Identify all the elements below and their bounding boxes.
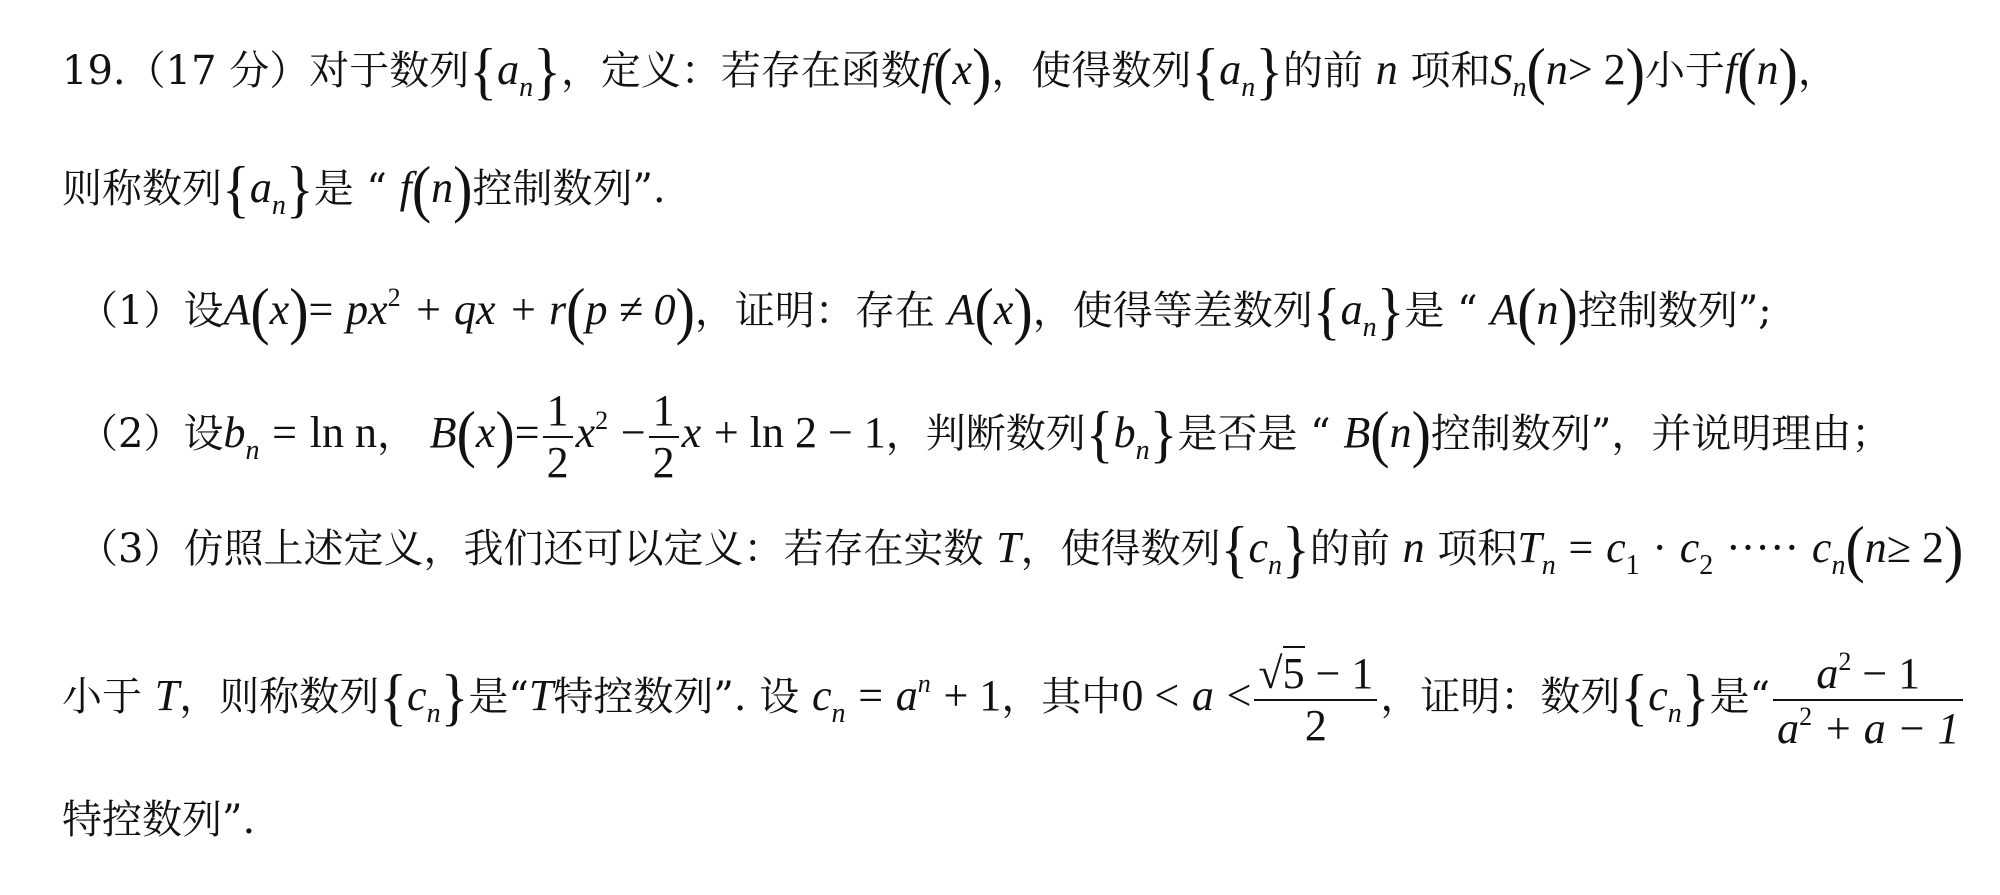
math-brace: } xyxy=(1149,397,1178,470)
math-expr: 0 < xyxy=(1121,671,1180,721)
math-var: b xyxy=(1113,408,1136,458)
math-expr: − 1 xyxy=(1862,649,1921,698)
text-segment: ， xyxy=(1797,48,1838,94)
math-paren: ) xyxy=(1558,274,1578,347)
math-var: a xyxy=(895,671,918,721)
math-brace: { xyxy=(222,152,250,225)
math-paren: ) xyxy=(972,34,992,107)
math-var: n xyxy=(1375,45,1398,94)
math-var: c xyxy=(1606,523,1626,572)
text-segment: ，判断数列 xyxy=(885,411,1086,458)
part-label: （3）仿照上述定义，我们还可以定义：若存在实数 xyxy=(78,526,984,572)
text-segment: 是 “ xyxy=(1404,288,1478,334)
math-paren: ( xyxy=(456,397,476,470)
part-label: （2）设 xyxy=(78,411,224,458)
sqrt-radicand: 5 xyxy=(1283,646,1305,698)
fraction-half xyxy=(543,388,573,486)
part-1-line xyxy=(78,274,1772,347)
math-var: b xyxy=(223,408,246,458)
math-op: = xyxy=(858,671,884,721)
math-brace: { xyxy=(1220,512,1249,585)
math-subscript: n xyxy=(519,72,534,103)
problem-score: （17 分） xyxy=(125,48,310,94)
text-segment: 是“ xyxy=(1709,674,1771,721)
math-var: c xyxy=(811,671,832,721)
sqrt-sign: √ xyxy=(1258,649,1283,698)
math-brace: } xyxy=(440,660,469,733)
text-segment: ，证明：数列 xyxy=(1380,674,1621,721)
text-segment: 小于 xyxy=(1644,48,1725,94)
text-segment: 是否是 “ xyxy=(1177,411,1331,458)
math-var: n xyxy=(1536,285,1559,334)
text-segment: 项和 xyxy=(1410,48,1491,94)
math-superscript: 2 xyxy=(1799,702,1813,732)
math-paren: ) xyxy=(1943,512,1964,585)
text-segment: 是“ xyxy=(468,674,529,721)
text-segment: ，则称数列 xyxy=(179,674,380,721)
math-superscript: 2 xyxy=(595,406,609,436)
math-op: < xyxy=(1226,671,1252,721)
text-segment: 小于 xyxy=(62,674,142,721)
text-segment: 的前 xyxy=(1283,48,1364,94)
math-var: A xyxy=(947,285,975,334)
math-subscript: n xyxy=(1541,550,1556,581)
math-paren: ( xyxy=(411,152,432,225)
fraction-denominator: 2 xyxy=(1304,701,1327,751)
text-segment: 对于数列 xyxy=(309,48,470,94)
math-expr: + 1 xyxy=(943,671,1002,721)
math-var: T xyxy=(1517,523,1542,572)
text-segment: 特控数列”. xyxy=(62,797,256,843)
math-brace: } xyxy=(285,152,314,225)
math-subscript: n xyxy=(245,435,260,467)
math-brace: { xyxy=(469,34,498,107)
math-subscript: n xyxy=(1512,72,1527,103)
fraction-numerator: 1 xyxy=(546,386,569,435)
math-var: n xyxy=(1389,408,1412,458)
math-var: A xyxy=(223,285,251,334)
problem-number: 19. xyxy=(62,48,126,94)
math-expr: > 2 xyxy=(1567,45,1626,94)
math-subscript: n xyxy=(1667,698,1682,730)
math-var: x xyxy=(269,285,290,334)
math-var: a xyxy=(497,45,520,94)
math-var: B xyxy=(1343,408,1371,458)
math-brace: { xyxy=(1085,397,1114,470)
math-var: x xyxy=(575,408,596,458)
text-segment: 特控数列”. 设 xyxy=(553,674,800,721)
text-segment: ，使得等差数列 xyxy=(1032,288,1313,334)
text-segment: 控制数列”，并说明理由； xyxy=(1430,411,1892,458)
math-var: c xyxy=(1811,523,1832,572)
math-subscript: n xyxy=(1135,435,1150,467)
math-subscript: n xyxy=(1241,72,1256,103)
math-op: = xyxy=(514,408,540,458)
math-var: c xyxy=(407,671,427,721)
math-brace: } xyxy=(1376,274,1405,347)
math-var: x xyxy=(993,285,1014,334)
math-paren: ( xyxy=(566,274,586,347)
math-paren: ) xyxy=(675,274,695,347)
part-3-line-1 xyxy=(78,512,1964,585)
math-superscript: 2 xyxy=(387,283,401,312)
part-label: （1）设 xyxy=(78,288,224,334)
math-paren: ( xyxy=(1845,512,1865,585)
math-expr: p ≠ 0 xyxy=(585,285,676,334)
math-var: n xyxy=(1864,523,1887,572)
text-segment: ，其中 xyxy=(1001,674,1122,721)
text-segment: 控制数列”. xyxy=(472,166,666,212)
math-paren: ) xyxy=(289,274,309,347)
text-segment: 项积 xyxy=(1437,526,1518,572)
math-op: ····· xyxy=(1725,523,1800,572)
math-var: a xyxy=(1777,704,1800,754)
math-subscript: 1 xyxy=(1625,550,1640,581)
math-op: − xyxy=(620,408,646,458)
math-brace: } xyxy=(533,34,561,107)
math-subscript: 2 xyxy=(1699,550,1714,581)
math-var: c xyxy=(1248,523,1269,572)
math-brace: } xyxy=(1681,660,1710,733)
math-brace: { xyxy=(379,660,408,733)
problem-line-2 xyxy=(62,152,666,225)
math-superscript: n xyxy=(917,669,931,699)
fraction-numerator xyxy=(1812,648,1924,697)
math-paren: ( xyxy=(1517,274,1537,347)
math-paren: ( xyxy=(974,274,994,347)
part-3-line-2 xyxy=(62,648,1966,752)
text-segment: 是 “ xyxy=(313,166,387,212)
math-paren: ) xyxy=(453,152,473,225)
text-segment: ， xyxy=(376,411,417,458)
math-op: · xyxy=(1652,523,1667,572)
math-expr: − 1 xyxy=(1315,649,1374,698)
math-var: a xyxy=(1219,45,1242,94)
math-brace: } xyxy=(1282,512,1310,585)
math-var: c xyxy=(1679,523,1700,572)
math-var: f xyxy=(920,45,934,94)
math-brace: } xyxy=(1255,34,1284,107)
math-var: a xyxy=(1340,285,1363,334)
fraction-denominator: 2 xyxy=(652,438,675,488)
math-var: n xyxy=(1545,45,1568,94)
fraction-half xyxy=(649,388,679,486)
math-var: c xyxy=(1648,671,1668,721)
math-subscript: n xyxy=(831,698,846,730)
math-subscript: n xyxy=(271,190,286,221)
text-segment: 则称数列 xyxy=(62,166,222,212)
fraction-bar xyxy=(1773,699,1963,701)
text-segment: 的前 xyxy=(1309,526,1390,572)
math-var: a xyxy=(249,163,272,212)
math-var: a xyxy=(1191,671,1214,721)
text-segment: 控制数列”; xyxy=(1577,288,1772,334)
math-expr: + qx xyxy=(413,285,496,334)
math-var: A xyxy=(1490,285,1518,334)
text-segment: ，定义：若存在函数 xyxy=(560,48,921,94)
math-expr: + ln 2 − 1 xyxy=(713,408,886,458)
part-3-line-3 xyxy=(62,797,256,843)
math-op: = xyxy=(272,408,297,458)
math-var: x xyxy=(475,408,496,458)
text-segment: ，使得数列 xyxy=(1020,526,1221,572)
math-superscript: 2 xyxy=(1838,647,1852,676)
math-paren: ) xyxy=(1411,397,1431,470)
math-subscript: n xyxy=(1268,550,1283,581)
math-paren: ) xyxy=(495,397,515,470)
math-subscript: n xyxy=(1831,550,1846,581)
math-paren: ) xyxy=(1013,274,1033,347)
math-paren: ) xyxy=(1625,34,1645,107)
math-var: f xyxy=(1724,45,1738,94)
math-var: f xyxy=(399,163,412,212)
math-brace: { xyxy=(1620,660,1649,733)
math-var: T xyxy=(528,671,554,721)
math-var: n xyxy=(431,163,454,212)
math-paren: ( xyxy=(1526,34,1546,107)
math-var: n xyxy=(1756,45,1779,94)
math-expr: ln n xyxy=(309,408,377,458)
math-brace: { xyxy=(1191,34,1220,107)
fraction-sqrt5 xyxy=(1254,651,1377,749)
math-var: n xyxy=(1402,523,1425,572)
fraction-numerator xyxy=(1254,651,1377,697)
problem-line-1 xyxy=(62,34,1838,107)
math-var: a xyxy=(1816,649,1839,698)
math-var: x xyxy=(681,408,702,458)
math-paren: ( xyxy=(250,274,270,347)
math-var: T xyxy=(154,671,180,721)
fraction-numerator: 1 xyxy=(652,386,675,435)
math-paren: ( xyxy=(933,34,953,107)
math-op: = xyxy=(1568,523,1594,572)
math-expr: ≥ 2 xyxy=(1886,523,1944,572)
math-var: T xyxy=(996,523,1021,572)
math-var: x xyxy=(952,45,973,94)
math-brace: { xyxy=(1312,274,1341,347)
fraction-control-bound xyxy=(1773,648,1963,752)
math-subscript: n xyxy=(1362,312,1377,343)
math-paren: ( xyxy=(1737,34,1757,107)
math-paren: ) xyxy=(1778,34,1798,107)
math-op: = xyxy=(308,285,334,334)
math-var: B xyxy=(429,408,457,458)
math-expr: + a − 1 xyxy=(1823,704,1960,754)
math-var: px xyxy=(346,285,388,334)
text-segment: ，使得数列 xyxy=(991,48,1192,94)
text-segment: ，证明：存在 xyxy=(694,288,935,334)
math-paren: ( xyxy=(1370,397,1390,470)
fraction-denominator xyxy=(1773,703,1963,752)
math-expr: + r xyxy=(508,285,567,334)
part-2-line xyxy=(78,388,1891,486)
fraction-denominator: 2 xyxy=(546,438,569,488)
math-subscript: n xyxy=(426,698,441,730)
math-var: S xyxy=(1490,45,1513,94)
